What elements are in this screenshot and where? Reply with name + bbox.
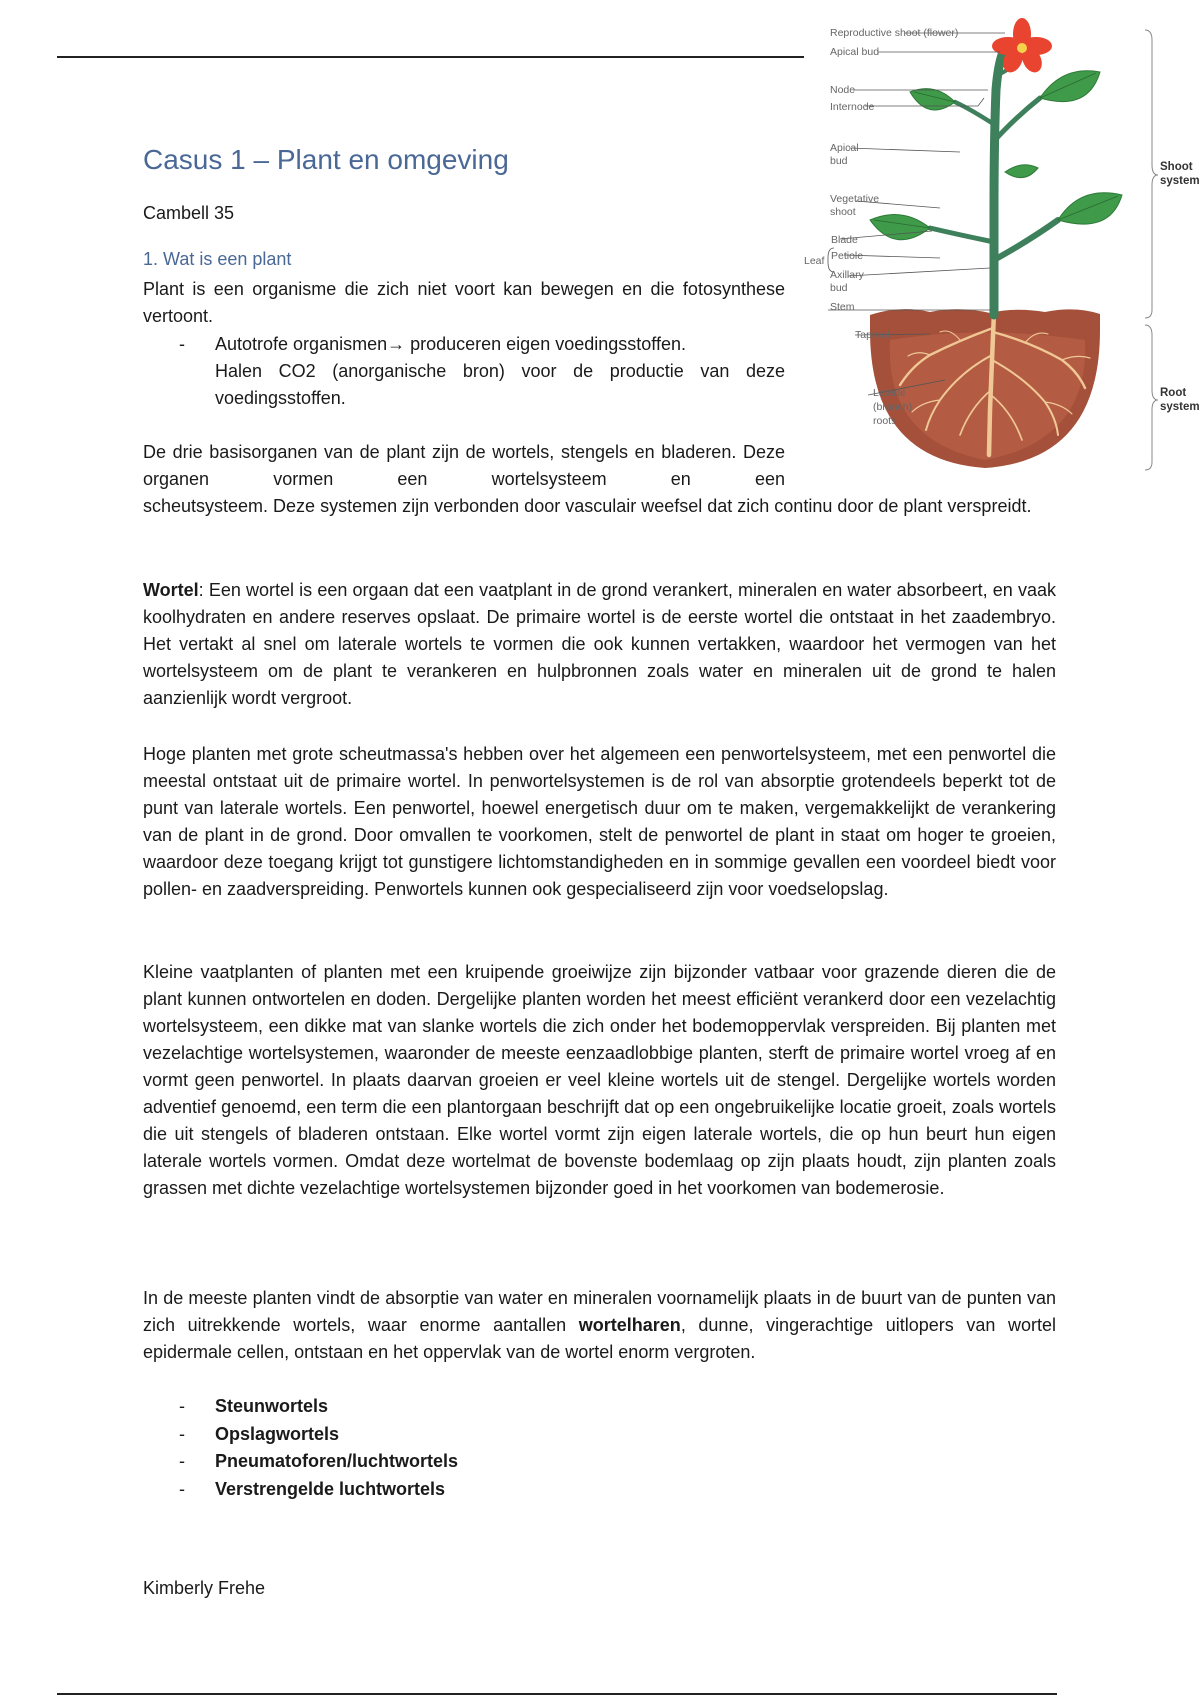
list-item-label: Opslagwortels xyxy=(215,1423,340,1444)
source-reference: Cambell 35 xyxy=(143,203,235,223)
label-apical-bud-1: Apical xyxy=(830,142,859,154)
label-vegetative-1: Vegetative xyxy=(830,193,880,205)
label-apical-bud-top: Apical bud xyxy=(830,46,880,58)
organen-paragraph-bottom: scheutsysteem. Deze systemen zijn verbonden door vasculair weefsel dat zich continu door de plant verspreidt. xyxy=(143,496,1032,516)
label-internode: Internode xyxy=(830,101,875,113)
absorptie-post: , dunne, vingerachtige uitlopers van wortel epidermale cellen, ontstaan en het oppervlak van de wortel enorm vergroten. xyxy=(143,1315,1056,1362)
list-item-label: Verstrengelde luchtwortels xyxy=(215,1478,446,1499)
wortel-types-list xyxy=(179,1393,458,1503)
bullet-dash: - xyxy=(179,1451,185,1471)
label-lateral-2: (branch) xyxy=(873,401,913,413)
main-stem xyxy=(994,52,1003,315)
list-item xyxy=(179,1476,458,1504)
absorptie-paragraph xyxy=(143,1285,1056,1366)
list-item xyxy=(179,1393,458,1421)
label-lateral-1: Lateral xyxy=(873,387,906,399)
label-node: Node xyxy=(830,84,856,96)
leaf-upper-left xyxy=(910,89,955,110)
label-petiole: Petiole xyxy=(831,250,864,262)
absorptie-pre: In de meeste planten vindt de absorptie van water en mineralen voornamelijk plaats in de buurt van de punten van zich uitrekkende wortels, waar enorme aantallen xyxy=(143,1288,1056,1335)
label-vegetative-2: shoot xyxy=(830,206,856,218)
wortel-text: : Een wortel is een orgaan dat een vaatplant in de grond verankert, mineralen en water absorbeert, en vaak koolhydraten en andere reserves opslaat. De primaire wortel is de eerste wortel die ontstaat in het zaadembryo. Het vertakt al snel om laterale wortels te vormen die ook kunnen vertakken, waardoor het vermogen van het wortelsysteem om de plant te verankeren en hulpbronnen zoals water en mineralen uit de grond te halen aanzienlijk wordt vergroot. xyxy=(143,580,1056,708)
label-shoot-2: system xyxy=(1160,175,1200,187)
leaf-lower-right xyxy=(1058,193,1122,224)
label-root-2: system xyxy=(1160,401,1200,413)
autotroof-continuation: Halen CO2 (anorganische bron) voor de productie van deze voedingsstoffen. xyxy=(215,361,785,408)
bullet-dash: - xyxy=(179,334,185,354)
autotroof-bullet xyxy=(179,331,686,358)
section-heading: 1. Wat is een plant xyxy=(143,249,292,269)
document-title: Casus 1 – Plant en omgeving xyxy=(143,144,509,175)
intro-paragraph: Plant is een organisme die zich niet voort kan bewegen en die fotosynthese vertoont. xyxy=(143,279,785,326)
leaf-small xyxy=(1005,165,1038,178)
footer-rule xyxy=(57,1693,1057,1695)
list-item xyxy=(179,1448,458,1476)
organen-paragraph-top: De drie basisorganen van de plant zijn de wortels, stengels en bladeren. Deze organen vormen een wortelsysteem en een xyxy=(143,442,785,489)
stem-drawing xyxy=(930,52,1058,315)
wortel-term: Wortel xyxy=(143,580,199,600)
list-item-label: Steunwortels xyxy=(215,1396,329,1416)
vezel-paragraph: Kleine vaatplanten of planten met een kruipende groeiwijze zijn bijzonder vatbaar voor grazende dieren die de plant kunnen ontwortelen en doden. Dergelijke planten worden het meest efficiënt verankerd door een vezelachtig wortelsysteem, een dikke mat van slanke wortels die zich onder het bodemoppervlak verspreiden. Bij planten met vezelachtige wortelsystemen, waaronder de meeste eenzaadlobbige planten, sterft de primaire wortel vroeg af en vormt geen penwortel. In plaats daarvan groeien er veel kleine wortels uit de stengel. Dergelijke wortels worden adventief genoemd, een term die een plantorgaan beschrijft dat op een ongebruikelijke locatie groeit, zoals wortels die uit stengels of bladeren ontstaan. Elke wortel vormt zijn eigen laterale wortels, die op hun beurt hun eigen laterale wortels vormen. Omdat deze wortelmat de bovenste bodemlaag op zijn plaats houdt, zijn planten zoals grassen met dichte vezelachtige wortelsystemen bijzonder goed in het voorkomen van bodemerosie. xyxy=(143,962,1056,1198)
absorptie-term: wortelharen xyxy=(578,1315,681,1335)
label-taproot: Taproot xyxy=(855,329,891,341)
list-item-label: Pneumatoforen/luchtwortels xyxy=(215,1451,459,1471)
label-shoot-1: Shoot xyxy=(1160,161,1193,173)
label-reproductive-shoot: Reproductive shoot (flower) xyxy=(830,27,959,39)
system-braces xyxy=(1145,30,1158,470)
label-apical-bud-2: bud xyxy=(830,155,848,167)
autotroof-line1: Autotrofe organismen→ produceren eigen voedingsstoffen. xyxy=(215,334,686,354)
penwortel-paragraph: Hoge planten met grote scheutmassa's hebben over het algemeen een penwortelsysteem, met een penwortel die meestal ontstaat uit de primaire wortel. In penwortelsystemen is de rol van absorptie grotendeels beperkt tot de punt van laterale wortels. Een penwortel, hoewel energetisch duur om te maken, vergemakkelijkt de verankering van de plant in de grond. Door omvallen te voorkomen, stelt de penwortel de plant in staat om hoger te groeien, waardoor deze toegang krijgt tot gunstigere lichtomstandigheden en in sommige gevallen een voordeel biedt voor pollen- en zaadverspreiding. Penwortels kunnen ook gespecialiseerd zijn voor voedselopslag. xyxy=(143,744,1056,899)
label-blade: Blade xyxy=(831,234,858,246)
plant-anatomy-figure xyxy=(800,10,1200,480)
bullet-dash: - xyxy=(179,1396,185,1416)
label-axillary-1: Axillary xyxy=(830,269,864,281)
label-stem: Stem xyxy=(830,301,855,313)
list-item xyxy=(179,1421,458,1449)
bullet-dash: - xyxy=(179,1478,185,1499)
wortel-paragraph xyxy=(143,577,1056,712)
header-rule xyxy=(57,56,804,58)
label-axillary-2: bud xyxy=(830,282,848,294)
label-root-1: Root xyxy=(1160,387,1187,399)
plant-anatomy-diagram xyxy=(800,10,1200,480)
author-name: Kimberly Frehe xyxy=(143,1578,266,1598)
label-leaf: Leaf xyxy=(804,255,825,267)
bullet-dash: - xyxy=(179,1423,185,1444)
label-lateral-3: roots xyxy=(873,415,897,427)
